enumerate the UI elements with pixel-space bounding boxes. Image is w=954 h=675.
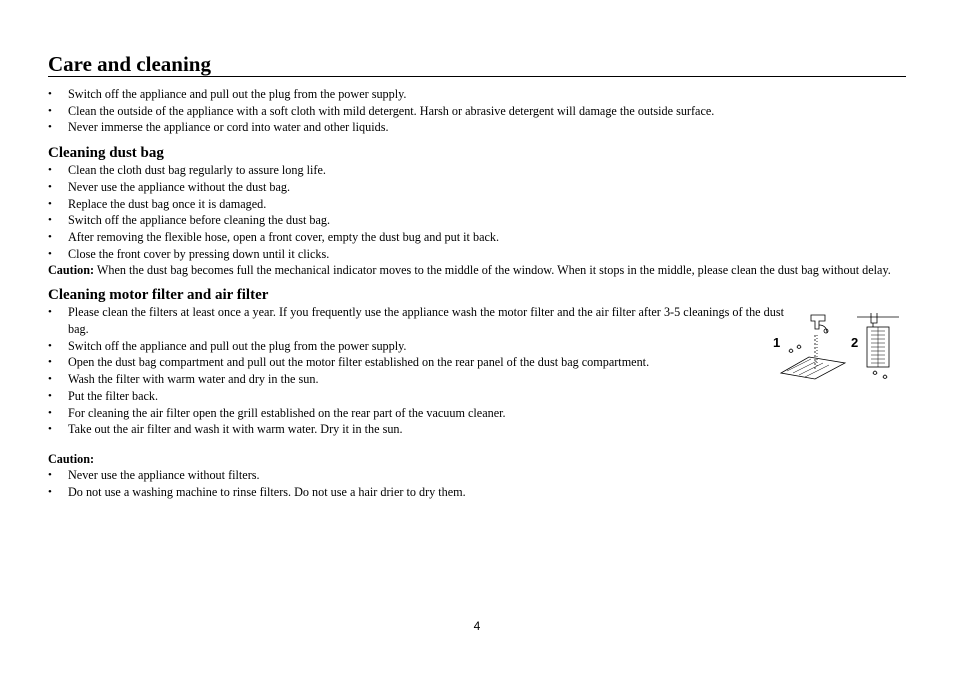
list-item: • Never use the appliance without the dust bag. <box>48 179 906 196</box>
list-item: • Never immerse the appliance or cord into water and other liquids. <box>48 119 906 136</box>
figure-label-2: 2 <box>851 335 859 350</box>
caution-text: When the dust bag becomes full the mechanical indicator moves to the middle of the window. When it stops in the middle, please clean the dust bag without delay. <box>94 263 891 278</box>
list-item: • Never use the appliance without filters. <box>48 467 906 484</box>
list-item: • Please clean the filters at least once a year. If you frequently use the appliance wash the motor filter and the air filter after 3-5 cleanings of the dust bag. <box>48 304 906 337</box>
list-item: • Clean the cloth dust bag regularly to assure long life. <box>48 162 906 179</box>
dust-bag-caution <box>48 262 906 278</box>
list-item: • Replace the dust bag once it is damaged. <box>48 196 906 213</box>
list-item: • Switch off the appliance and pull out the plug from the power supply. <box>48 86 906 103</box>
caution-label: Caution: <box>48 263 95 278</box>
list-item: • Close the front cover by pressing down until it clicks. <box>48 246 906 263</box>
list-item: • Switch off the appliance before cleaning the dust bag. <box>48 212 906 229</box>
caution-heading: Caution: <box>48 451 95 466</box>
list-item: • Wash the filter with warm water and dry in the sun. <box>48 371 906 388</box>
list-item: • Open the dust bag compartment and pull out the motor filter established on the rear panel of the dust bag compartment. <box>48 354 906 371</box>
page-number: 4 <box>473 619 481 633</box>
list-item: • Clean the outside of the appliance with a soft cloth with mild detergent. Harsh or abrasive detergent will damage the outside surface. <box>48 103 906 120</box>
general-care-list <box>48 86 906 136</box>
list-item: • Do not use a washing machine to rinse filters. Do not use a hair drier to dry them. <box>48 484 906 501</box>
list-item: • After removing the flexible hose, open a front cover, empty the dust bug and put it back. <box>48 229 906 246</box>
list-item: • Put the filter back. <box>48 388 906 405</box>
list-item: • For cleaning the air filter open the grill established on the rear part of the vacuum cleaner. <box>48 405 906 422</box>
list-item: • Take out the air filter and wash it with warm water. Dry it in the sun. <box>48 421 906 438</box>
manual-page <box>48 52 906 500</box>
filter-washing-illustration <box>773 311 907 387</box>
figure-label-1: 1 <box>773 335 781 350</box>
list-item: • Switch off the appliance and pull out the plug from the power supply. <box>48 338 906 355</box>
caution-list <box>48 467 906 500</box>
dust-bag-list <box>48 162 906 262</box>
section-heading-dust-bag: Cleaning dust bag <box>48 145 164 162</box>
page-title: Care and cleaning <box>48 52 906 77</box>
section-heading-filters: Cleaning motor filter and air filter <box>48 287 269 304</box>
